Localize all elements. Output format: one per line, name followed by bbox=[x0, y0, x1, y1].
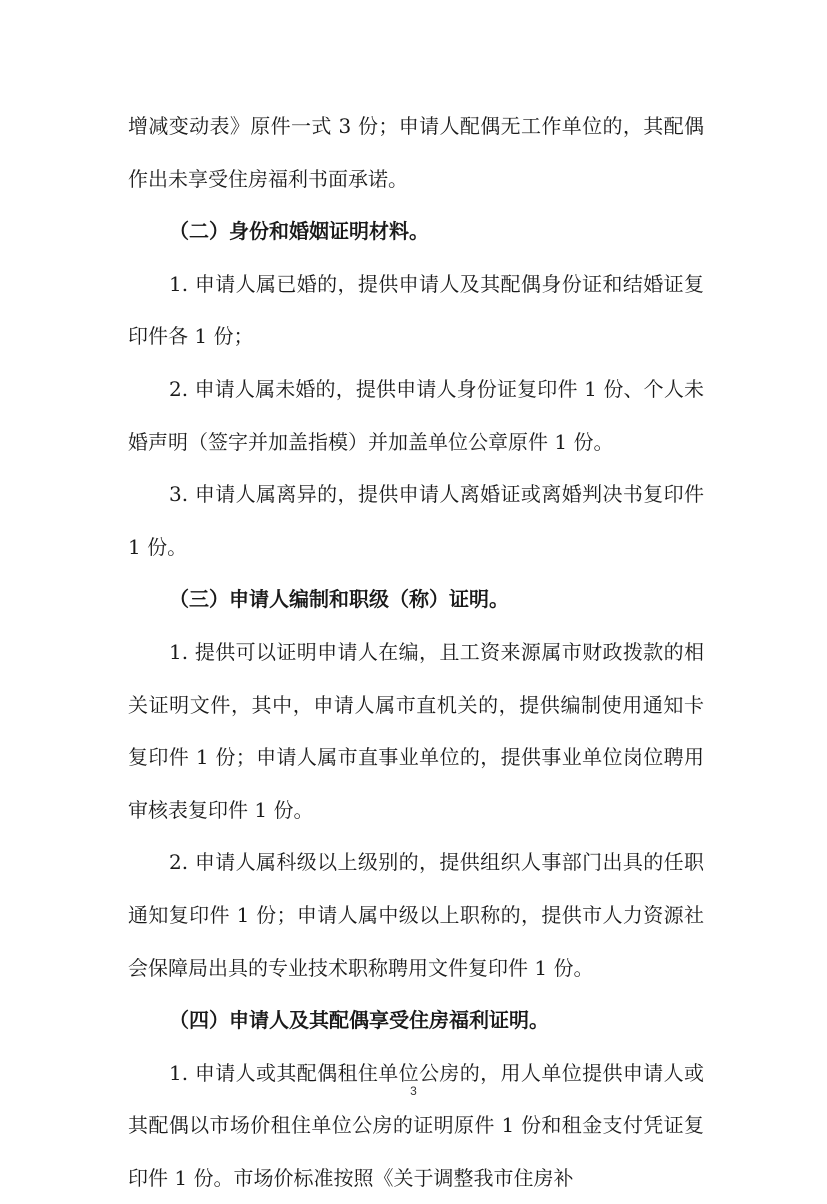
paragraph-rank-title-proof: 2. 申请人属科级以上级别的，提供组织人事部门出具的任职通知复印件 1 份；申请人属中级以上职称的，提供市人力资源社会保障局出具的专业技术职称聘用文件复印件 1 份。 bbox=[128, 850, 704, 980]
paragraph-divorced: 3. 申请人属离异的，提供申请人离婚证或离婚判决书复印件 1 份。 bbox=[128, 482, 704, 559]
section-heading-identity-marriage: （二）身份和婚姻证明材料。 bbox=[169, 219, 429, 244]
paragraph-unmarried: 2. 申请人属未婚的，提供申请人身份证复印件 1 份、个人未婚声明（签字并加盖指模）并加盖单位公章原件 1 份。 bbox=[128, 376, 704, 454]
document-body bbox=[128, 100, 704, 1204]
page-number: 3 bbox=[410, 1084, 417, 1098]
section-heading-staffing-rank: （三）申请人编制和职级（称）证明。 bbox=[169, 587, 509, 612]
paragraph-public-housing-rent: 1. 申请人或其配偶租住单位公房的，用人单位提供申请人或其配偶以市场价租住单位公房的证明原件 1 份和租金支付凭证复印件 1 份。市场价标准按照《关于调整我市住房补 bbox=[128, 1060, 704, 1190]
section-heading-housing-welfare: （四）申请人及其配偶享受住房福利证明。 bbox=[169, 1008, 549, 1033]
paragraph-married: 1. 申请人属已婚的，提供申请人及其配偶身份证和结婚证复印件各 1 份； bbox=[128, 271, 704, 349]
paragraph-continuation: 增减变动表》原件一式 3 份；申请人配偶无工作单位的，其配偶作出未享受住房福利书面承诺。 bbox=[128, 114, 704, 191]
paragraph-staffing-proof: 1. 提供可以证明申请人在编，且工资来源属市财政拨款的相关证明文件，其中，申请人属市直机关的，提供编制使用通知卡复印件 1 份；申请人属市直事业单位的，提供事业单位岗位聘用审核表复印件 1 份。 bbox=[128, 639, 704, 822]
